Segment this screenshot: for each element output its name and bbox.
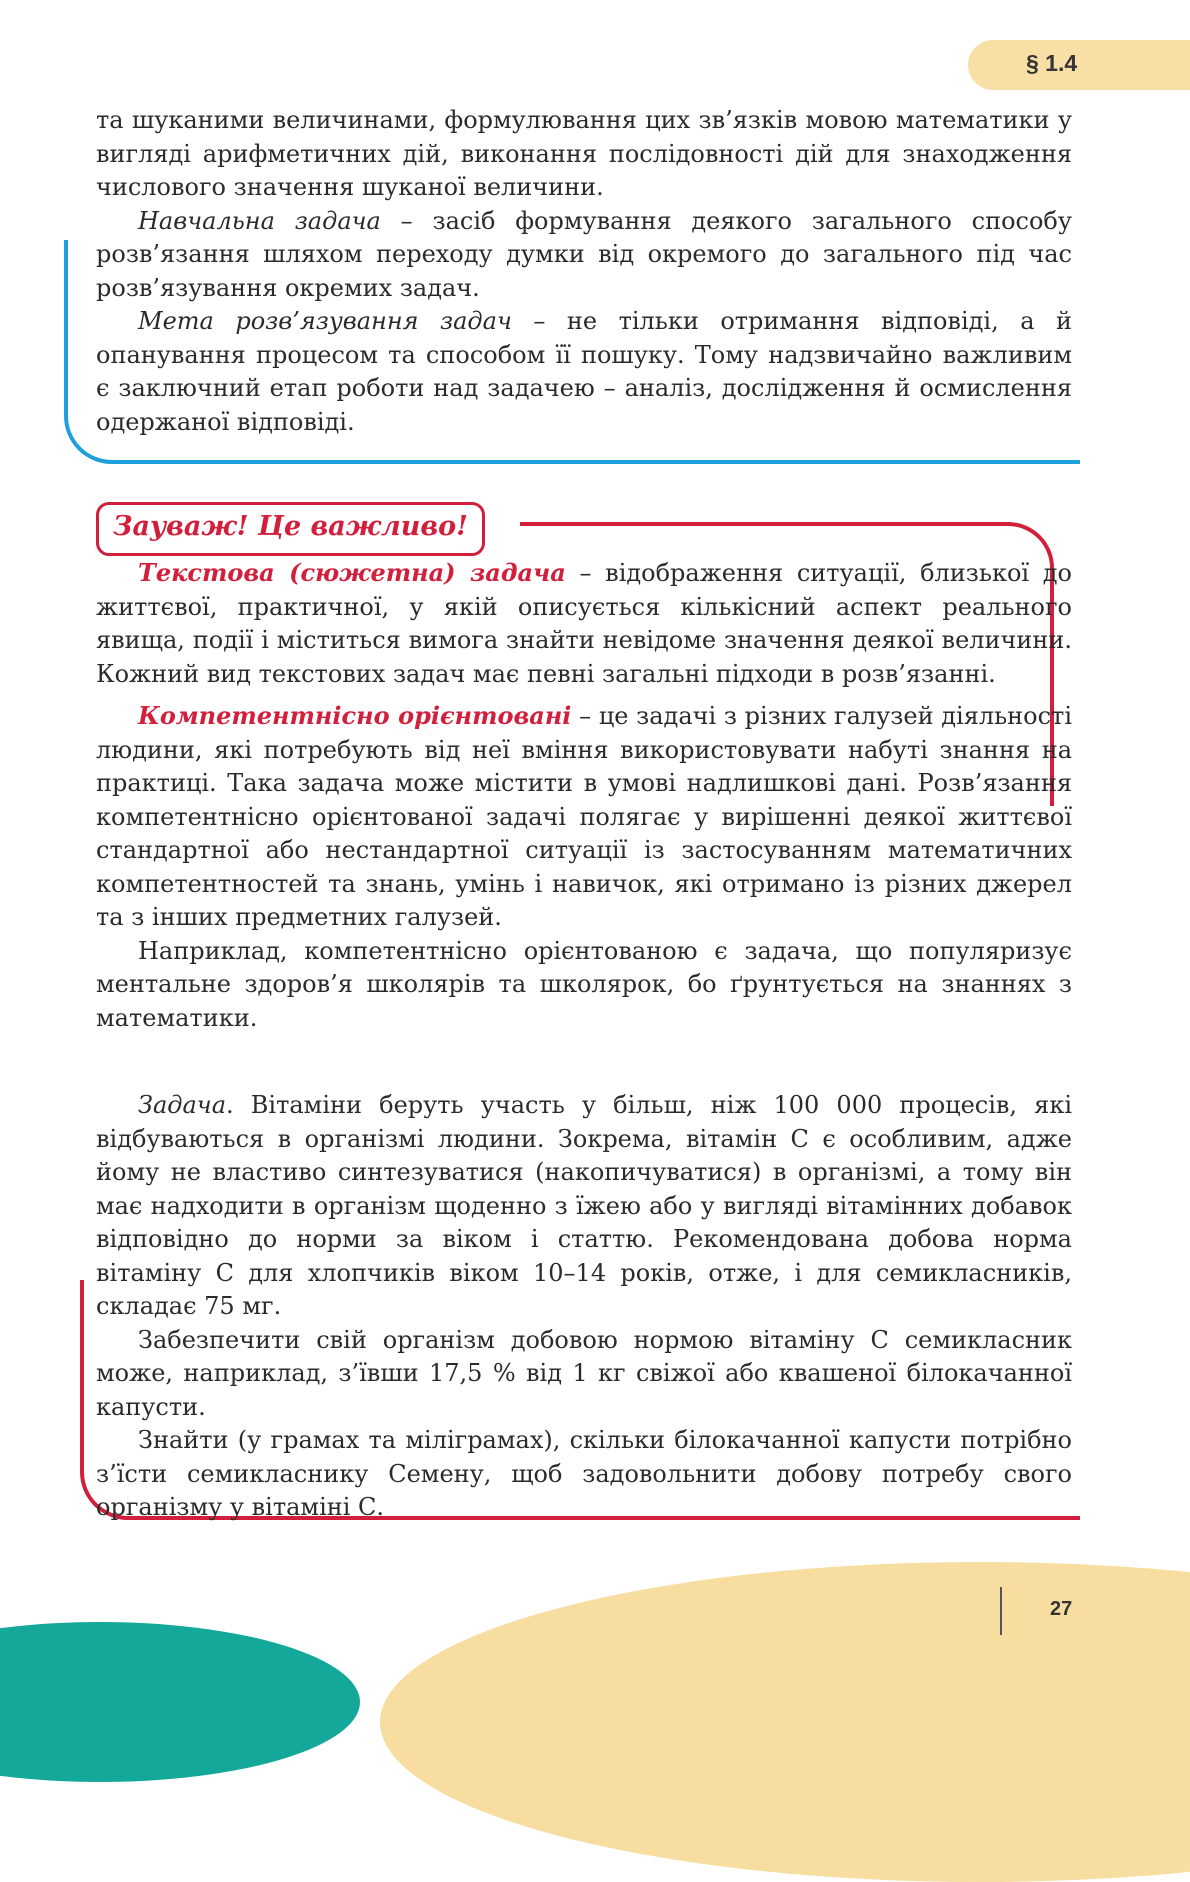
important-block [96, 556, 1072, 1035]
paragraph: Наприклад, компетентнісно орієнтованою є задача, що популяризує ментальне здоров’я школярів та школярок, бо ґрунтується на знаннях з математики. [96, 936, 1072, 1032]
definition-text: – не тільки отримання відповіді, а й опанування процесом та способом її пошуку. Тому надзвичайно важливим є заключний етап роботи над задачею – аналіз, дослідження й осмислення одержаної відповіді. [96, 307, 1072, 436]
definition-text: – відображення ситуації, близької до життєвої, практичної, у якій описується кількісний аспект реального явища, події і міститься вимога знайти невідоме значення деякої величини. Кожний вид текстових задач має певні загальні підходи в розв’язанні. [96, 559, 1072, 688]
task-text: . Вітаміни беруть участь у більш, ніж 100 000 процесів, які відбуваються в організмі людини. Зокрема, вітамін С є особливим, адже йому не властиво синтезуватися (накопичуватися) в організмі, а тому він має надходити в організм щоденно з їжею або у вигляді вітамінних добавок відповідно до норми за віком і статтю. Рекомендована добова норма вітаміну С для хлопчиків віком 10–14 років, отже, і для семикласників, складає 75 мг. [96, 1091, 1072, 1320]
paragraph [96, 205, 1072, 306]
definition-text: – засіб формування деякого загального способу розв’язання шляхом переходу думки від окремого до загального під час розв’язування окремих задач. [96, 206, 1072, 302]
term-solving-goal: Мета розв’язування задач [138, 307, 512, 335]
section-tab [968, 40, 1190, 90]
decorative-teal-wave [0, 1622, 360, 1782]
paragraph: Знайти (у грамах та міліграмах), скільки білокачанної капусти потрібно з’їсти семикласнику Семену, щоб задовольнити добову потребу свого організму у вітаміні С. [96, 1426, 1072, 1521]
paragraph: та шуканими величинами, формулювання цих зв’язків мовою математики у вигляді арифметичних дій, виконання послідовності дій для знаходження числового значення шуканої величини. [96, 106, 1072, 201]
paragraph: Забезпечити свій організм добовою нормою вітаміну С семикласник може, наприклад, з’ївши 17,5 % від 1 кг свіжої або квашеної білокачанної капусти. [96, 1325, 1072, 1421]
page-number: 27 [1050, 1598, 1073, 1620]
term-competence-oriented: Компетентнісно орієнтовані [138, 701, 572, 730]
page-number-divider [1000, 1587, 1002, 1635]
paragraph [96, 305, 1072, 439]
paragraph [96, 1089, 1072, 1324]
important-note-title: Зауваж! Це важливо! [96, 502, 485, 556]
term-text-problem: Текстова (сюжетна) задача [138, 558, 566, 587]
term-learning-task: Навчальна задача [138, 206, 381, 235]
definition-text: – це задачі з різних галузей діяльності людини, які потребують від неї вміння використовувати набуті знання на практиці. Така задача може містити в умові надлишкові дані. Розв’язання компетентнісно орієнтованої задачі полягає у вирішенні деякої життєвої стандартної або нестандартної ситуації із застосуванням математичних компетентностей та знань, умінь і навичок, які отримано із різних джерел та з інших предметних галузей. [96, 702, 1072, 931]
paragraph [96, 699, 1072, 935]
task-label: Задача [138, 1091, 227, 1119]
paragraph [96, 556, 1072, 691]
section-number: § 1.4 [1026, 50, 1078, 76]
top-text-block [96, 104, 1072, 439]
task-block [96, 1089, 1072, 1525]
